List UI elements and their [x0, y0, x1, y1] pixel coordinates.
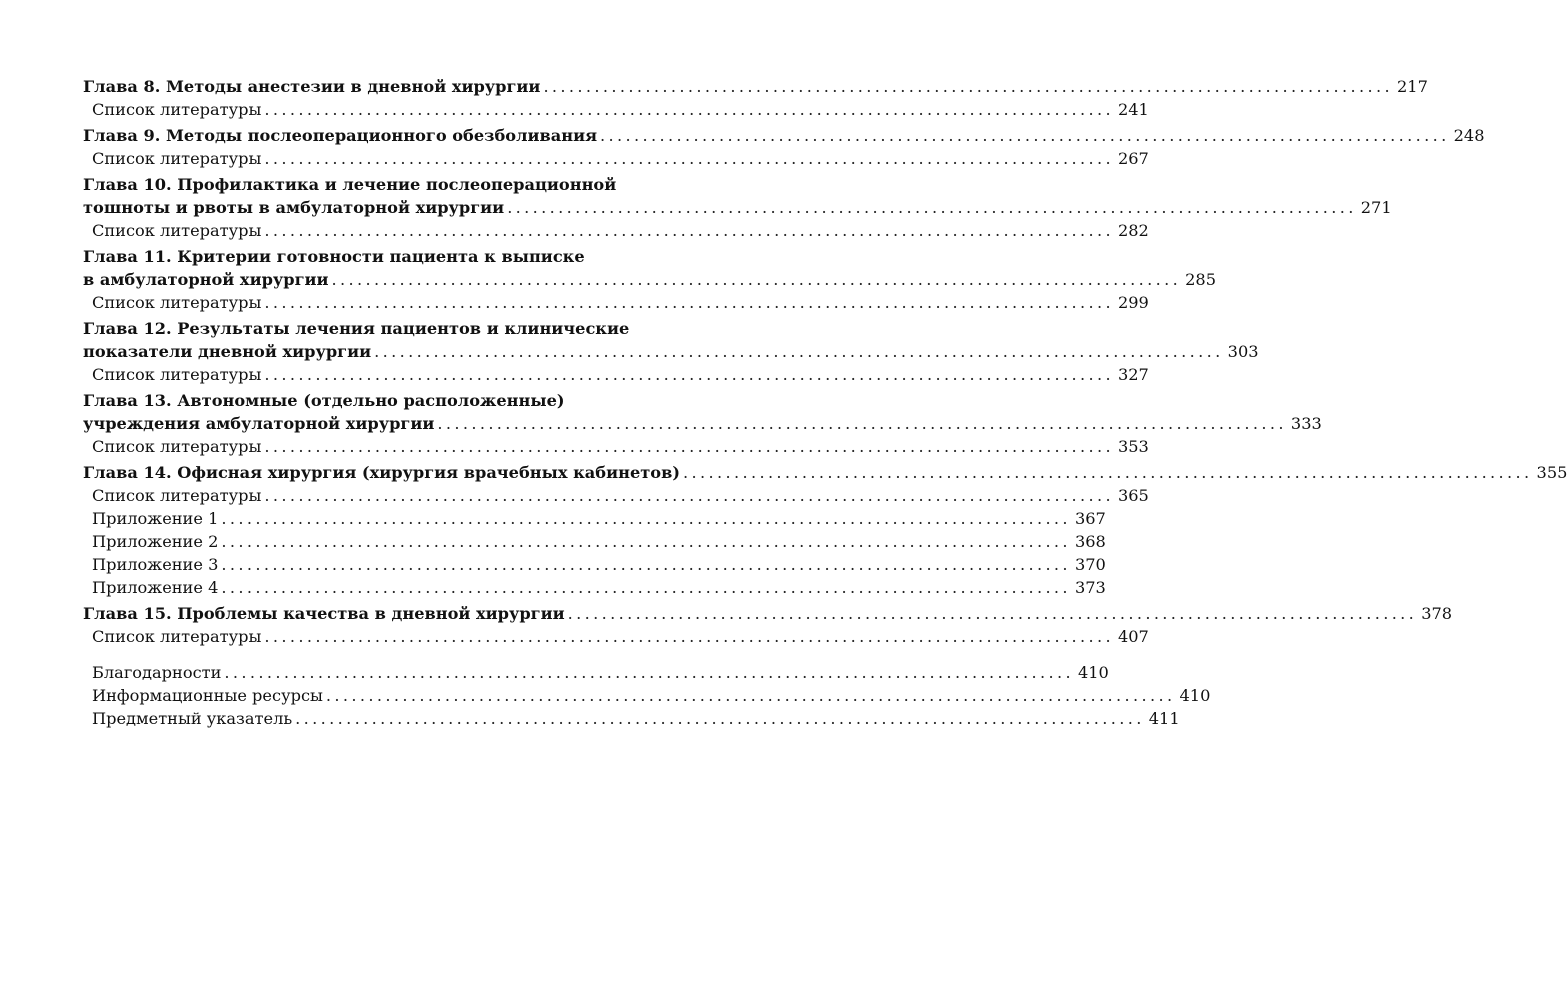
toc-subentry[interactable] — [83, 291, 1149, 314]
toc-entry-first-line[interactable] — [83, 173, 737, 196]
dot-leader: .................................................................................................... — [221, 555, 1071, 574]
page-number: 373 — [1074, 578, 1106, 597]
backmatter-label: Информационные ресурсы — [92, 686, 323, 705]
toc-entry-first-line[interactable] — [83, 317, 737, 340]
page-number: 365 — [1117, 486, 1149, 505]
chapter-title-continued: учреждения амбулаторной хирургии — [83, 414, 435, 433]
toc-subentry[interactable] — [83, 553, 1106, 576]
dot-leader: .................................................................................................... — [437, 414, 1287, 433]
page-number: 407 — [1117, 627, 1149, 646]
page-number: 271 — [1360, 198, 1392, 217]
page-number: 378 — [1421, 604, 1453, 623]
dot-leader: .................................................................................................... — [264, 149, 1114, 168]
page-number: 327 — [1117, 365, 1149, 384]
subentry-label: Список литературы — [92, 149, 262, 168]
dot-leader: .................................................................................................... — [264, 437, 1114, 456]
subentry-label: Приложение 4 — [92, 578, 219, 597]
dot-leader: .................................................................................................... — [325, 686, 1176, 705]
subentry-label: Приложение 1 — [92, 509, 219, 528]
dot-leader: .................................................................................................... — [600, 126, 1450, 145]
chapter-title: Глава 15. Проблемы качества в дневной хирургии — [83, 604, 565, 623]
page-number: 217 — [1397, 77, 1428, 96]
toc-backmatter-entry[interactable] — [83, 684, 1211, 707]
dot-leader: .................................................................................................... — [331, 270, 1182, 289]
subentry-label: Список литературы — [92, 221, 262, 240]
dot-leader: .................................................................................................... — [374, 342, 1224, 361]
dot-leader: .................................................................................................... — [221, 578, 1071, 597]
toc-entry[interactable] — [83, 75, 1428, 98]
page-number: 267 — [1117, 149, 1149, 168]
toc-chapter-12 — [83, 317, 1259, 386]
toc-entry[interactable] — [83, 340, 1259, 363]
toc-entry-first-line[interactable] — [83, 389, 737, 412]
page-number: 282 — [1117, 221, 1149, 240]
toc-entry[interactable] — [83, 196, 1392, 219]
subentry-label: Список литературы — [92, 100, 262, 119]
toc-subentry[interactable] — [83, 507, 1106, 530]
toc-subentry[interactable] — [83, 530, 1106, 553]
toc-entry[interactable] — [83, 602, 1453, 625]
page-number: 367 — [1074, 509, 1106, 528]
toc-backmatter-entry[interactable] — [83, 707, 1180, 730]
page-number: 241 — [1117, 100, 1149, 119]
dot-leader: .................................................................................................... — [264, 486, 1114, 505]
dot-leader: .................................................................................................... — [221, 509, 1071, 528]
toc-back-matter — [83, 661, 1211, 730]
page-number: 248 — [1453, 126, 1485, 145]
backmatter-label: Предметный указатель — [92, 709, 293, 728]
subentry-label: Приложение 2 — [92, 532, 219, 551]
chapter-title: Глава 13. Автономные (отдельно расположенные) — [83, 391, 565, 410]
toc-chapter-9 — [83, 124, 1485, 170]
page-number: 333 — [1290, 414, 1322, 433]
toc-entry[interactable] — [83, 268, 1216, 291]
dot-leader: .................................................................................................... — [264, 293, 1114, 312]
chapter-title: Глава 8. Методы анестезии в дневной хирургии — [83, 77, 541, 96]
toc-chapter-10 — [83, 173, 1392, 242]
toc-entry[interactable] — [83, 461, 1567, 484]
toc-subentry[interactable] — [83, 363, 1149, 386]
toc-subentry[interactable] — [83, 219, 1149, 242]
toc-entry-first-line[interactable] — [83, 245, 737, 268]
chapter-title: Глава 12. Результаты лечения пациентов и клинические — [83, 319, 630, 338]
chapter-title-continued: показатели дневной хирургии — [83, 342, 372, 361]
page-number: 368 — [1074, 532, 1106, 551]
toc-chapter-13 — [83, 389, 1322, 458]
chapter-title: Глава 11. Критерии готовности пациента к выписке — [83, 247, 585, 266]
toc-entry[interactable] — [83, 412, 1322, 435]
chapter-title: Глава 9. Методы послеоперационного обезболивания — [83, 126, 598, 145]
subentry-label: Список литературы — [92, 486, 262, 505]
dot-leader: .................................................................................................... — [264, 365, 1114, 384]
subentry-label: Список литературы — [92, 437, 262, 456]
toc-chapter-11 — [83, 245, 1216, 314]
dot-leader: .................................................................................................... — [295, 709, 1145, 728]
dot-leader: .................................................................................................... — [264, 100, 1114, 119]
page-number: 285 — [1185, 270, 1216, 289]
section-gap — [83, 651, 737, 661]
page-number: 355 — [1536, 463, 1567, 482]
subentry-label: Список литературы — [92, 365, 262, 384]
page-number: 299 — [1117, 293, 1149, 312]
dot-leader: .................................................................................................... — [543, 77, 1393, 96]
toc-entry[interactable] — [83, 124, 1485, 147]
chapter-title: Глава 10. Профилактика и лечение послеоперационной — [83, 175, 617, 194]
backmatter-label: Благодарности — [92, 663, 222, 682]
dot-leader: .................................................................................................... — [682, 463, 1533, 482]
page-number: 410 — [1179, 686, 1211, 705]
dot-leader: .................................................................................................... — [507, 198, 1357, 217]
toc-subentry[interactable] — [83, 435, 1149, 458]
toc-subentry[interactable] — [83, 98, 1149, 121]
dot-leader: .................................................................................................... — [224, 663, 1074, 682]
subentry-label: Список литературы — [92, 293, 262, 312]
table-of-contents — [83, 75, 1567, 730]
page-number: 353 — [1117, 437, 1149, 456]
subentry-label: Приложение 3 — [92, 555, 219, 574]
page-number: 370 — [1074, 555, 1106, 574]
toc-subentry[interactable] — [83, 484, 1149, 507]
dot-leader: .................................................................................................... — [264, 627, 1114, 646]
page-number: 410 — [1077, 663, 1109, 682]
toc-subentry[interactable] — [83, 625, 1149, 648]
chapter-title-continued: тошноты и рвоты в амбулаторной хирургии — [83, 198, 505, 217]
toc-subentry[interactable] — [83, 576, 1106, 599]
toc-chapter-15 — [83, 602, 1453, 648]
dot-leader: .................................................................................................... — [567, 604, 1418, 623]
toc-chapter-14 — [83, 461, 1567, 599]
chapter-title-continued: в амбулаторной хирургии — [83, 270, 329, 289]
toc-backmatter-entry[interactable] — [83, 661, 1109, 684]
page-number: 411 — [1148, 709, 1180, 728]
chapter-title: Глава 14. Офисная хирургия (хирургия врачебных кабинетов) — [83, 463, 680, 482]
subentry-label: Список литературы — [92, 627, 262, 646]
dot-leader: .................................................................................................... — [264, 221, 1114, 240]
toc-chapter-8 — [83, 75, 1428, 121]
page-number: 303 — [1227, 342, 1259, 361]
toc-subentry[interactable] — [83, 147, 1149, 170]
dot-leader: .................................................................................................... — [221, 532, 1071, 551]
